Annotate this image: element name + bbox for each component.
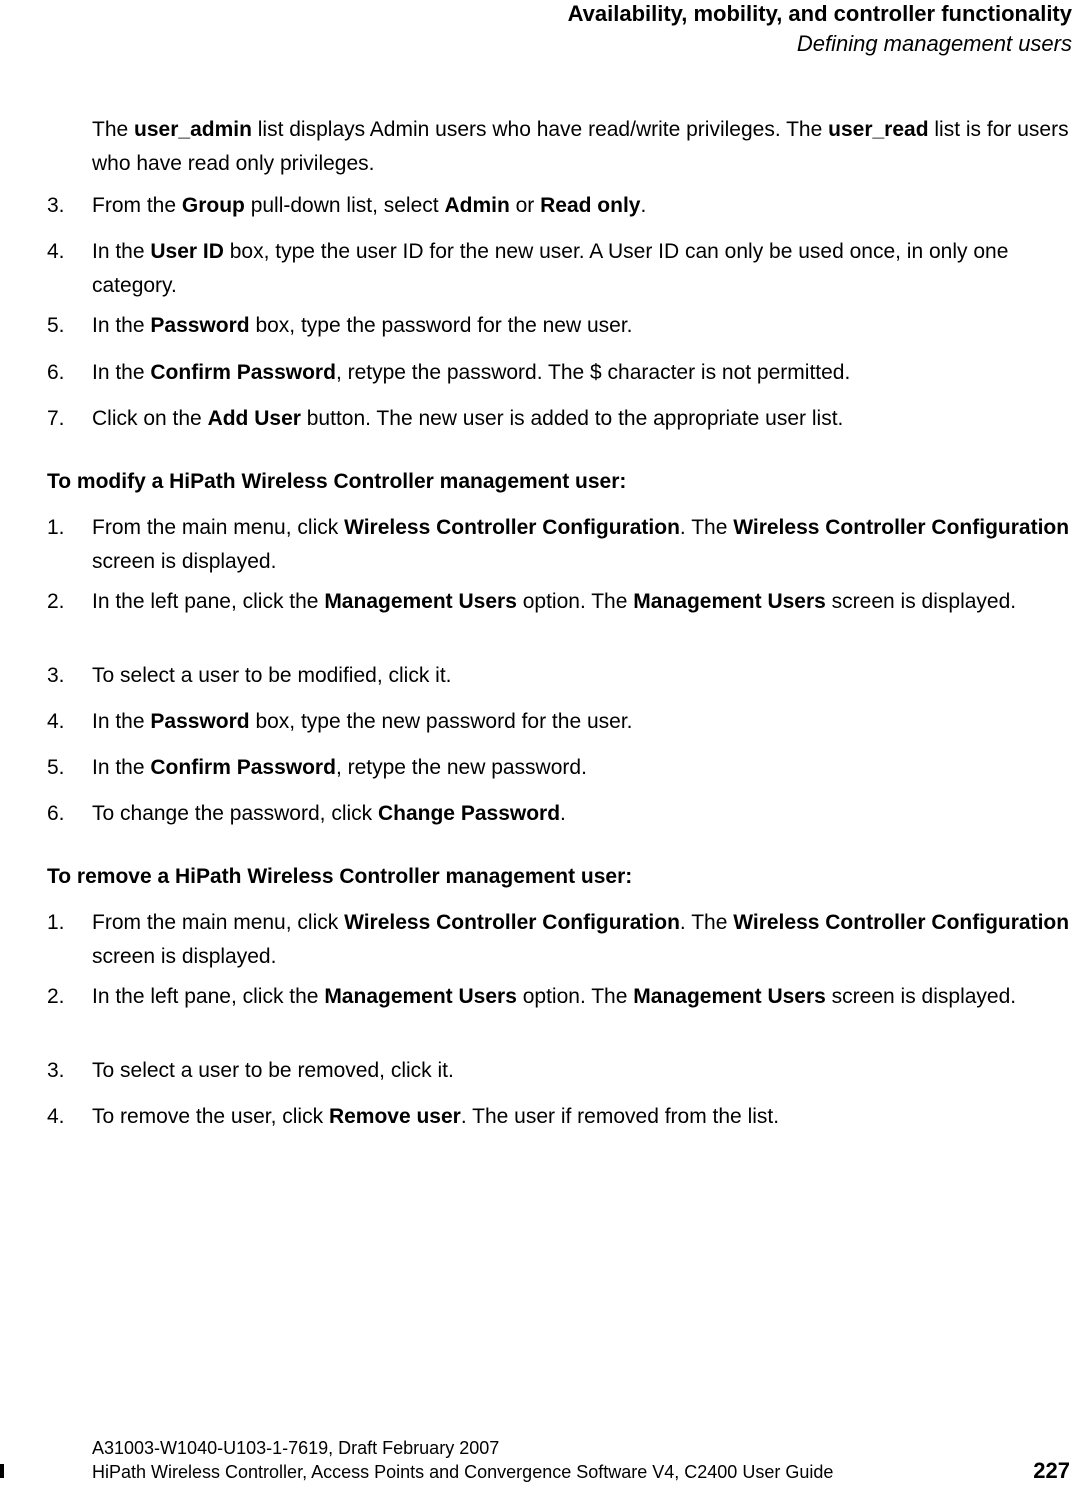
step-number: 6. (47, 802, 65, 825)
page-number: 227 (1033, 1458, 1070, 1483)
step-text: From the main menu, click Wireless Controller Configuration. The Wireless Controller Configuration screen is displayed. (92, 911, 1070, 968)
step-text: In the Password box, type the password for the new user. (92, 314, 633, 337)
bold-term: user_admin (134, 118, 252, 141)
footer-doc-id: A31003-W1040-U103-1-7619, Draft February 2007 (92, 1438, 500, 1458)
step-text: From the Group pull-down list, select Admin or Read only. (92, 194, 647, 217)
step-text: In the Confirm Password, retype the new password. (92, 756, 587, 779)
step-number: 4. (47, 1105, 65, 1128)
step-text: In the Confirm Password, retype the password. The $ character is not permitted. (92, 361, 851, 384)
step-number: 2. (47, 590, 65, 613)
step-number: 2. (47, 985, 65, 1008)
section-heading: To remove a HiPath Wireless Controller management user: (47, 865, 633, 888)
step-text: Click on the Add User button. The new user is added to the appropriate user list. (92, 407, 844, 430)
footer-doc-title: HiPath Wireless Controller, Access Points and Convergence Software V4, C2400 User Guide (92, 1462, 834, 1482)
step-text: To select a user to be removed, click it. (92, 1059, 454, 1082)
step-text: To change the password, click Change Password. (92, 802, 566, 825)
bold-term: user_read (828, 118, 929, 141)
step-number: 6. (47, 361, 65, 384)
step-number: 3. (47, 664, 65, 687)
chapter-title: Availability, mobility, and controller functionality (567, 1, 1072, 26)
text: The (92, 118, 135, 141)
section-heading: To modify a HiPath Wireless Controller management user: (47, 470, 627, 493)
step-text: In the left pane, click the Management Users option. The Management Users screen is displayed. (92, 590, 1017, 613)
page-marker (0, 1464, 4, 1478)
step-text: To select a user to be modified, click it. (92, 664, 452, 687)
step-number: 4. (47, 710, 65, 733)
step-text: In the User ID box, type the user ID for the new user. A User ID can only be used once, in only one category. (92, 240, 1009, 297)
step-number: 1. (47, 516, 65, 539)
step-number: 4. (47, 240, 65, 263)
step-number: 7. (47, 407, 65, 430)
step-number: 5. (47, 756, 65, 779)
step-number: 1. (47, 911, 65, 934)
step-text: To remove the user, click Remove user. The user if removed from the list. (92, 1105, 780, 1128)
step-number: 3. (47, 1059, 65, 1082)
step-text: In the left pane, click the Management Users option. The Management Users screen is displayed. (92, 985, 1017, 1008)
text: list displays Admin users who have read/write privileges. The (251, 118, 829, 141)
section-title: Defining management users (796, 31, 1072, 56)
step-number: 5. (47, 314, 65, 337)
text: list is for users who have read only privileges. (92, 118, 1069, 175)
intro-paragraph (92, 113, 1072, 181)
step-number: 3. (47, 194, 65, 217)
step-text: In the Password box, type the new password for the user. (92, 710, 633, 733)
step-text: From the main menu, click Wireless Controller Configuration. The Wireless Controller Configuration screen is displayed. (92, 516, 1070, 573)
